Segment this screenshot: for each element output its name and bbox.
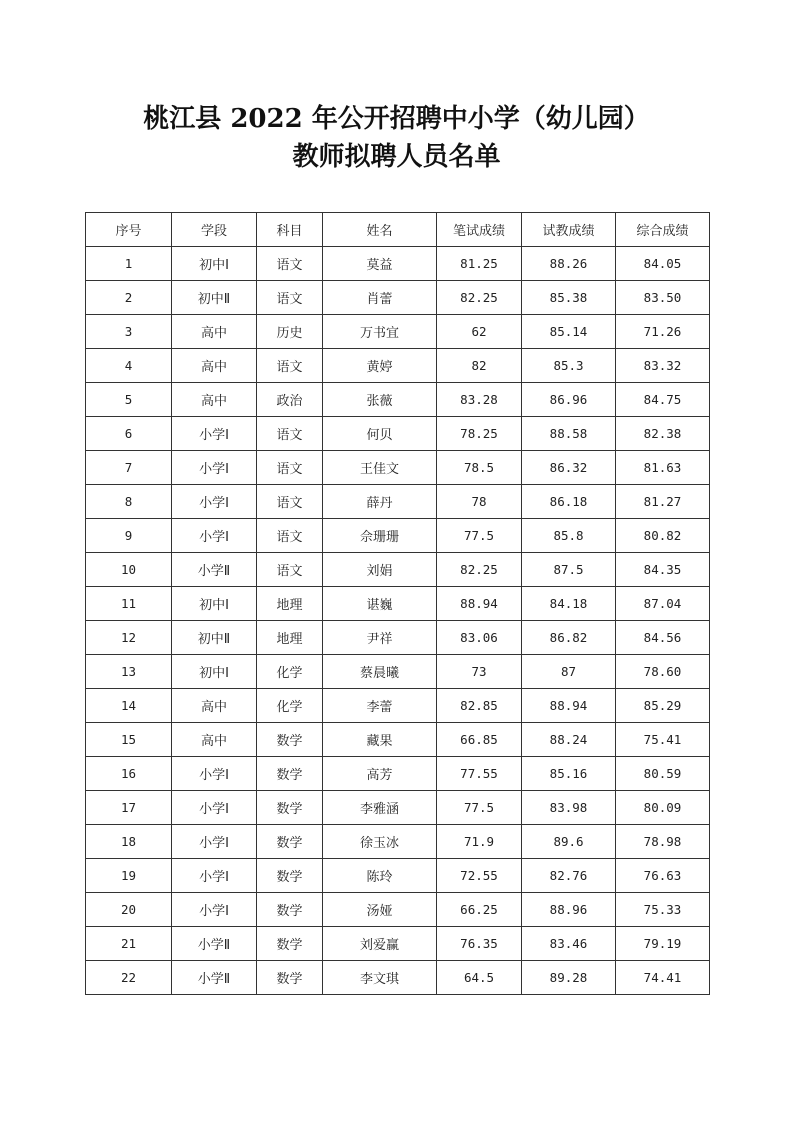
- hiring-roster-table: [85, 212, 710, 995]
- cell-subject: 语文: [257, 553, 323, 587]
- cell-written-score: 82.85: [437, 689, 522, 723]
- cell-written-score: 82.25: [437, 281, 522, 315]
- cell-level: 小学Ⅱ: [172, 553, 257, 587]
- cell-index: 8: [86, 485, 172, 519]
- cell-name: 汤娅: [323, 893, 437, 927]
- cell-index: 1: [86, 247, 172, 281]
- cell-written-score: 81.25: [437, 247, 522, 281]
- cell-written-score: 66.85: [437, 723, 522, 757]
- table-row: [86, 893, 710, 927]
- cell-total-score: 84.75: [616, 383, 710, 417]
- cell-name: 薛丹: [323, 485, 437, 519]
- table-row: [86, 689, 710, 723]
- header-index: 序号: [86, 213, 172, 247]
- cell-name: 万书宜: [323, 315, 437, 349]
- table-row: [86, 315, 710, 349]
- cell-written-score: 71.9: [437, 825, 522, 859]
- cell-level: 初中Ⅰ: [172, 247, 257, 281]
- cell-written-score: 78.25: [437, 417, 522, 451]
- cell-subject: 数学: [257, 927, 323, 961]
- document-title-line-1: 桃江县 2022 年公开招聘中小学（幼儿园）: [143, 104, 650, 134]
- cell-teaching-score: 82.76: [522, 859, 616, 893]
- cell-subject: 数学: [257, 961, 323, 995]
- cell-total-score: 80.82: [616, 519, 710, 553]
- table-body: [86, 247, 710, 995]
- cell-total-score: 81.27: [616, 485, 710, 519]
- cell-subject: 语文: [257, 281, 323, 315]
- table-row: [86, 451, 710, 485]
- cell-teaching-score: 85.14: [522, 315, 616, 349]
- cell-name: 蔡晨曦: [323, 655, 437, 689]
- cell-level: 初中Ⅰ: [172, 655, 257, 689]
- cell-name: 黄婷: [323, 349, 437, 383]
- cell-teaching-score: 85.16: [522, 757, 616, 791]
- cell-total-score: 82.38: [616, 417, 710, 451]
- cell-level: 初中Ⅱ: [172, 621, 257, 655]
- cell-written-score: 78.5: [437, 451, 522, 485]
- cell-teaching-score: 83.46: [522, 927, 616, 961]
- cell-subject: 语文: [257, 485, 323, 519]
- cell-level: 小学Ⅰ: [172, 451, 257, 485]
- table-row: [86, 383, 710, 417]
- cell-subject: 数学: [257, 893, 323, 927]
- cell-subject: 数学: [257, 825, 323, 859]
- cell-written-score: 76.35: [437, 927, 522, 961]
- cell-written-score: 83.28: [437, 383, 522, 417]
- document-title-line-2: 教师拟聘人员名单: [292, 142, 501, 172]
- cell-teaching-score: 86.96: [522, 383, 616, 417]
- cell-total-score: 84.56: [616, 621, 710, 655]
- cell-total-score: 76.63: [616, 859, 710, 893]
- cell-subject: 地理: [257, 587, 323, 621]
- cell-name: 王佳文: [323, 451, 437, 485]
- cell-level: 高中: [172, 689, 257, 723]
- header-written-score: 笔试成绩: [437, 213, 522, 247]
- cell-name: 徐玉冰: [323, 825, 437, 859]
- cell-index: 12: [86, 621, 172, 655]
- cell-index: 2: [86, 281, 172, 315]
- cell-total-score: 81.63: [616, 451, 710, 485]
- cell-name: 刘娟: [323, 553, 437, 587]
- table-row: [86, 417, 710, 451]
- cell-teaching-score: 88.58: [522, 417, 616, 451]
- cell-subject: 数学: [257, 723, 323, 757]
- header-name: 姓名: [323, 213, 437, 247]
- cell-teaching-score: 88.94: [522, 689, 616, 723]
- cell-index: 13: [86, 655, 172, 689]
- cell-written-score: 82.25: [437, 553, 522, 587]
- table-row: [86, 281, 710, 315]
- header-level: 学段: [172, 213, 257, 247]
- cell-written-score: 72.55: [437, 859, 522, 893]
- cell-name: 莫益: [323, 247, 437, 281]
- cell-written-score: 82: [437, 349, 522, 383]
- cell-name: 何贝: [323, 417, 437, 451]
- cell-subject: 历史: [257, 315, 323, 349]
- table-row: [86, 961, 710, 995]
- cell-level: 小学Ⅰ: [172, 893, 257, 927]
- cell-total-score: 79.19: [616, 927, 710, 961]
- cell-index: 6: [86, 417, 172, 451]
- cell-index: 18: [86, 825, 172, 859]
- cell-subject: 化学: [257, 689, 323, 723]
- cell-index: 20: [86, 893, 172, 927]
- cell-written-score: 77.55: [437, 757, 522, 791]
- cell-total-score: 75.41: [616, 723, 710, 757]
- cell-level: 小学Ⅰ: [172, 519, 257, 553]
- table-row: [86, 621, 710, 655]
- cell-name: 谌巍: [323, 587, 437, 621]
- cell-teaching-score: 86.32: [522, 451, 616, 485]
- cell-written-score: 83.06: [437, 621, 522, 655]
- cell-subject: 语文: [257, 247, 323, 281]
- cell-index: 21: [86, 927, 172, 961]
- table-row: [86, 723, 710, 757]
- table-row: [86, 791, 710, 825]
- cell-total-score: 83.32: [616, 349, 710, 383]
- cell-teaching-score: 86.18: [522, 485, 616, 519]
- cell-name: 张薇: [323, 383, 437, 417]
- table-row: [86, 247, 710, 281]
- cell-subject: 语文: [257, 349, 323, 383]
- cell-total-score: 80.59: [616, 757, 710, 791]
- cell-name: 刘爱赢: [323, 927, 437, 961]
- cell-teaching-score: 88.26: [522, 247, 616, 281]
- cell-subject: 语文: [257, 519, 323, 553]
- cell-name: 藏果: [323, 723, 437, 757]
- table-row: [86, 519, 710, 553]
- cell-index: 17: [86, 791, 172, 825]
- cell-index: 10: [86, 553, 172, 587]
- table-row: [86, 825, 710, 859]
- cell-index: 7: [86, 451, 172, 485]
- table-row: [86, 859, 710, 893]
- cell-subject: 数学: [257, 757, 323, 791]
- cell-index: 3: [86, 315, 172, 349]
- cell-name: 李雅涵: [323, 791, 437, 825]
- table-row: [86, 587, 710, 621]
- cell-written-score: 78: [437, 485, 522, 519]
- cell-level: 小学Ⅰ: [172, 825, 257, 859]
- cell-index: 16: [86, 757, 172, 791]
- cell-teaching-score: 83.98: [522, 791, 616, 825]
- cell-subject: 数学: [257, 791, 323, 825]
- cell-index: 14: [86, 689, 172, 723]
- table-row: [86, 655, 710, 689]
- cell-level: 小学Ⅰ: [172, 417, 257, 451]
- cell-written-score: 88.94: [437, 587, 522, 621]
- cell-level: 小学Ⅰ: [172, 757, 257, 791]
- cell-total-score: 74.41: [616, 961, 710, 995]
- cell-subject: 语文: [257, 451, 323, 485]
- cell-level: 高中: [172, 723, 257, 757]
- table-row: [86, 553, 710, 587]
- cell-level: 高中: [172, 383, 257, 417]
- cell-total-score: 83.50: [616, 281, 710, 315]
- cell-written-score: 73: [437, 655, 522, 689]
- cell-total-score: 87.04: [616, 587, 710, 621]
- table-header-row: [86, 213, 710, 247]
- header-teaching-score: 试教成绩: [522, 213, 616, 247]
- cell-teaching-score: 88.96: [522, 893, 616, 927]
- cell-teaching-score: 84.18: [522, 587, 616, 621]
- cell-teaching-score: 85.8: [522, 519, 616, 553]
- cell-level: 小学Ⅱ: [172, 927, 257, 961]
- cell-name: 尹祥: [323, 621, 437, 655]
- cell-teaching-score: 89.6: [522, 825, 616, 859]
- cell-total-score: 84.35: [616, 553, 710, 587]
- cell-subject: 语文: [257, 417, 323, 451]
- cell-name: 陈玲: [323, 859, 437, 893]
- cell-teaching-score: 87.5: [522, 553, 616, 587]
- cell-total-score: 78.98: [616, 825, 710, 859]
- cell-name: 李文琪: [323, 961, 437, 995]
- table-row: [86, 485, 710, 519]
- cell-total-score: 84.05: [616, 247, 710, 281]
- cell-level: 初中Ⅰ: [172, 587, 257, 621]
- header-subject: 科目: [257, 213, 323, 247]
- cell-total-score: 75.33: [616, 893, 710, 927]
- cell-index: 22: [86, 961, 172, 995]
- cell-name: 肖蕾: [323, 281, 437, 315]
- cell-level: 小学Ⅰ: [172, 791, 257, 825]
- cell-index: 19: [86, 859, 172, 893]
- cell-name: 李蕾: [323, 689, 437, 723]
- cell-level: 初中Ⅱ: [172, 281, 257, 315]
- cell-subject: 数学: [257, 859, 323, 893]
- cell-level: 高中: [172, 349, 257, 383]
- cell-subject: 政治: [257, 383, 323, 417]
- cell-level: 高中: [172, 315, 257, 349]
- table-row: [86, 349, 710, 383]
- cell-written-score: 77.5: [437, 519, 522, 553]
- cell-written-score: 62: [437, 315, 522, 349]
- cell-level: 小学Ⅱ: [172, 961, 257, 995]
- header-total-score: 综合成绩: [616, 213, 710, 247]
- cell-teaching-score: 86.82: [522, 621, 616, 655]
- cell-teaching-score: 85.38: [522, 281, 616, 315]
- cell-teaching-score: 87: [522, 655, 616, 689]
- cell-name: 高芳: [323, 757, 437, 791]
- table-row: [86, 927, 710, 961]
- cell-index: 9: [86, 519, 172, 553]
- table-row: [86, 757, 710, 791]
- cell-index: 5: [86, 383, 172, 417]
- cell-written-score: 64.5: [437, 961, 522, 995]
- cell-subject: 地理: [257, 621, 323, 655]
- cell-teaching-score: 89.28: [522, 961, 616, 995]
- cell-teaching-score: 85.3: [522, 349, 616, 383]
- cell-total-score: 85.29: [616, 689, 710, 723]
- cell-index: 11: [86, 587, 172, 621]
- cell-index: 4: [86, 349, 172, 383]
- cell-level: 小学Ⅰ: [172, 485, 257, 519]
- cell-written-score: 77.5: [437, 791, 522, 825]
- cell-total-score: 78.60: [616, 655, 710, 689]
- cell-teaching-score: 88.24: [522, 723, 616, 757]
- cell-index: 15: [86, 723, 172, 757]
- cell-total-score: 71.26: [616, 315, 710, 349]
- cell-level: 小学Ⅰ: [172, 859, 257, 893]
- cell-name: 佘珊珊: [323, 519, 437, 553]
- cell-written-score: 66.25: [437, 893, 522, 927]
- cell-total-score: 80.09: [616, 791, 710, 825]
- cell-subject: 化学: [257, 655, 323, 689]
